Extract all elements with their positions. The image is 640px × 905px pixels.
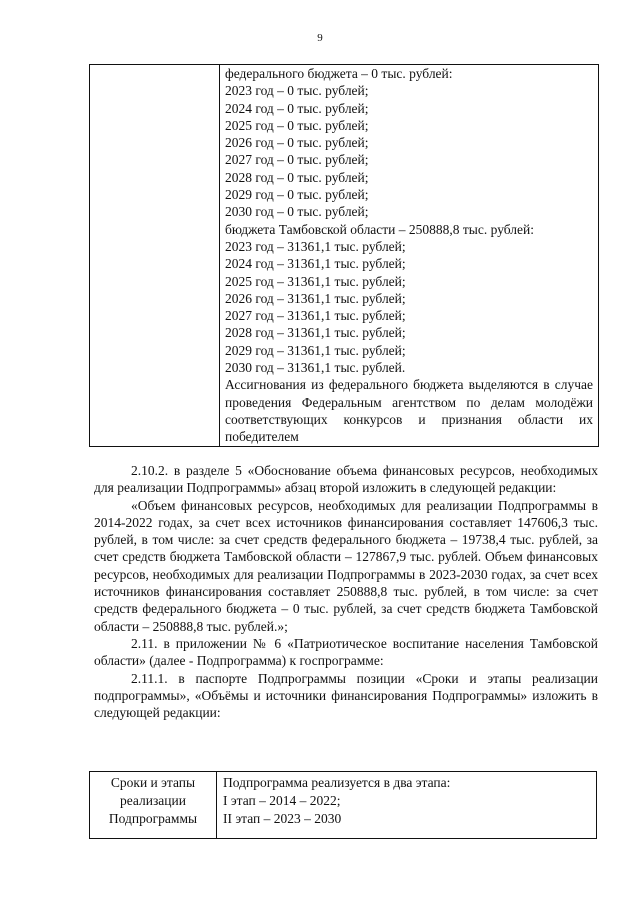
funding-line: бюджета Тамбовской области – 250888,8 тыс. рублей: (225, 221, 535, 237)
stages-table (89, 771, 597, 839)
funding-line: 2025 год – 31361,1 тыс. рублей; (225, 273, 406, 289)
stages-line: II этап – 2023 – 2030 (223, 811, 342, 826)
funding-line: федерального бюджета – 0 тыс. рублей: (225, 66, 453, 81)
funding-table-value-cell (220, 65, 599, 447)
stages-label-line: Подпрограммы (108, 811, 198, 826)
stages-value-cell (217, 772, 597, 839)
page-number: 9 (317, 32, 323, 44)
funding-line: 2026 год – 31361,1 тыс. рублей; (225, 290, 406, 306)
funding-line: 2029 год – 0 тыс. рублей; (225, 187, 369, 203)
funding-line: 2029 год – 31361,1 тыс. рублей; (225, 342, 406, 358)
paragraph-2-11: 2.11. в приложении № 6 «Патриотическое воспитание населения Тамбовской области» (далее - Подпрограмма) к госпрограмме: (94, 635, 598, 669)
funding-line: 2023 год – 31361,1 тыс. рублей; (225, 238, 406, 254)
stages-label-line: Сроки и этапы (110, 775, 196, 790)
funding-line: 2024 год – 0 тыс. рублей; (225, 100, 369, 116)
funding-line: 2026 год – 0 тыс. рублей; (225, 135, 369, 151)
funding-line: 2024 год – 31361,1 тыс. рублей; (225, 256, 406, 272)
funding-line: 2030 год – 31361,1 тыс. рублей. (225, 360, 406, 376)
funding-line: 2030 год – 0 тыс. рублей; (225, 204, 369, 220)
stages-label-line: реализации (120, 793, 186, 808)
paragraph-2-10-2: 2.10.2. в разделе 5 «Обоснование объема финансовых ресурсов, необходимых для реализации Подпрограммы» абзац второй изложить в следующей редакции: (94, 463, 598, 496)
stages-line: Подпрограмма реализуется в два этапа: (223, 775, 451, 790)
funding-note: Ассигнования из федерального бюджета выделяются в случае проведения Федеральным агентством по делам молодёжи соответствующих конкурсов и признания области их победителем (225, 377, 593, 445)
stages-line: I этап – 2014 – 2022; (223, 793, 341, 808)
paragraph-quoted-amendment: «Объем финансовых ресурсов, необходимых для реализации Подпрограммы в 2014-2022 годах, за счет всех источников финансирования составляет 147606,3 тыс. рублей, в том числе: за счет средств федерального бюджета – 19738,4 тыс. рублей, за счет средств бюджета Тамбовской области – 127867,9 тыс. рублей. Объем финансовых ресурсов, необходимых для реализации Подпрограммы в 2023-2030 годах, за счет всех источников финансирования составляет 250888,8 тыс. рублей, в том числе: за счет средств федерального бюджета – 0 тыс. рублей, за счет средств бюджета Тамбовской области – 250888,8 тыс. рублей.»; (94, 497, 598, 634)
funding-table-label-cell (90, 65, 220, 447)
funding-line: 2025 год – 0 тыс. рублей; (225, 117, 369, 133)
funding-line: 2027 год – 31361,1 тыс. рублей; (225, 308, 406, 324)
funding-line: 2023 год – 0 тыс. рублей; (225, 83, 369, 99)
stages-table-row (90, 772, 597, 839)
funding-line: 2027 год – 0 тыс. рублей; (225, 152, 369, 168)
paragraph-2-11-1: 2.11.1. в паспорте Подпрограммы позиции «Сроки и этапы реализации подпрограммы», «Объёмы и источники финансирования Подпрограммы» изложить в следующей редакции: (94, 670, 598, 721)
funding-table (89, 64, 599, 447)
stages-label-cell (90, 772, 217, 839)
body-text (94, 462, 598, 721)
funding-table-row (90, 65, 599, 447)
funding-line: 2028 год – 31361,1 тыс. рублей; (225, 325, 406, 341)
funding-line: 2028 год – 0 тыс. рублей; (225, 169, 369, 185)
